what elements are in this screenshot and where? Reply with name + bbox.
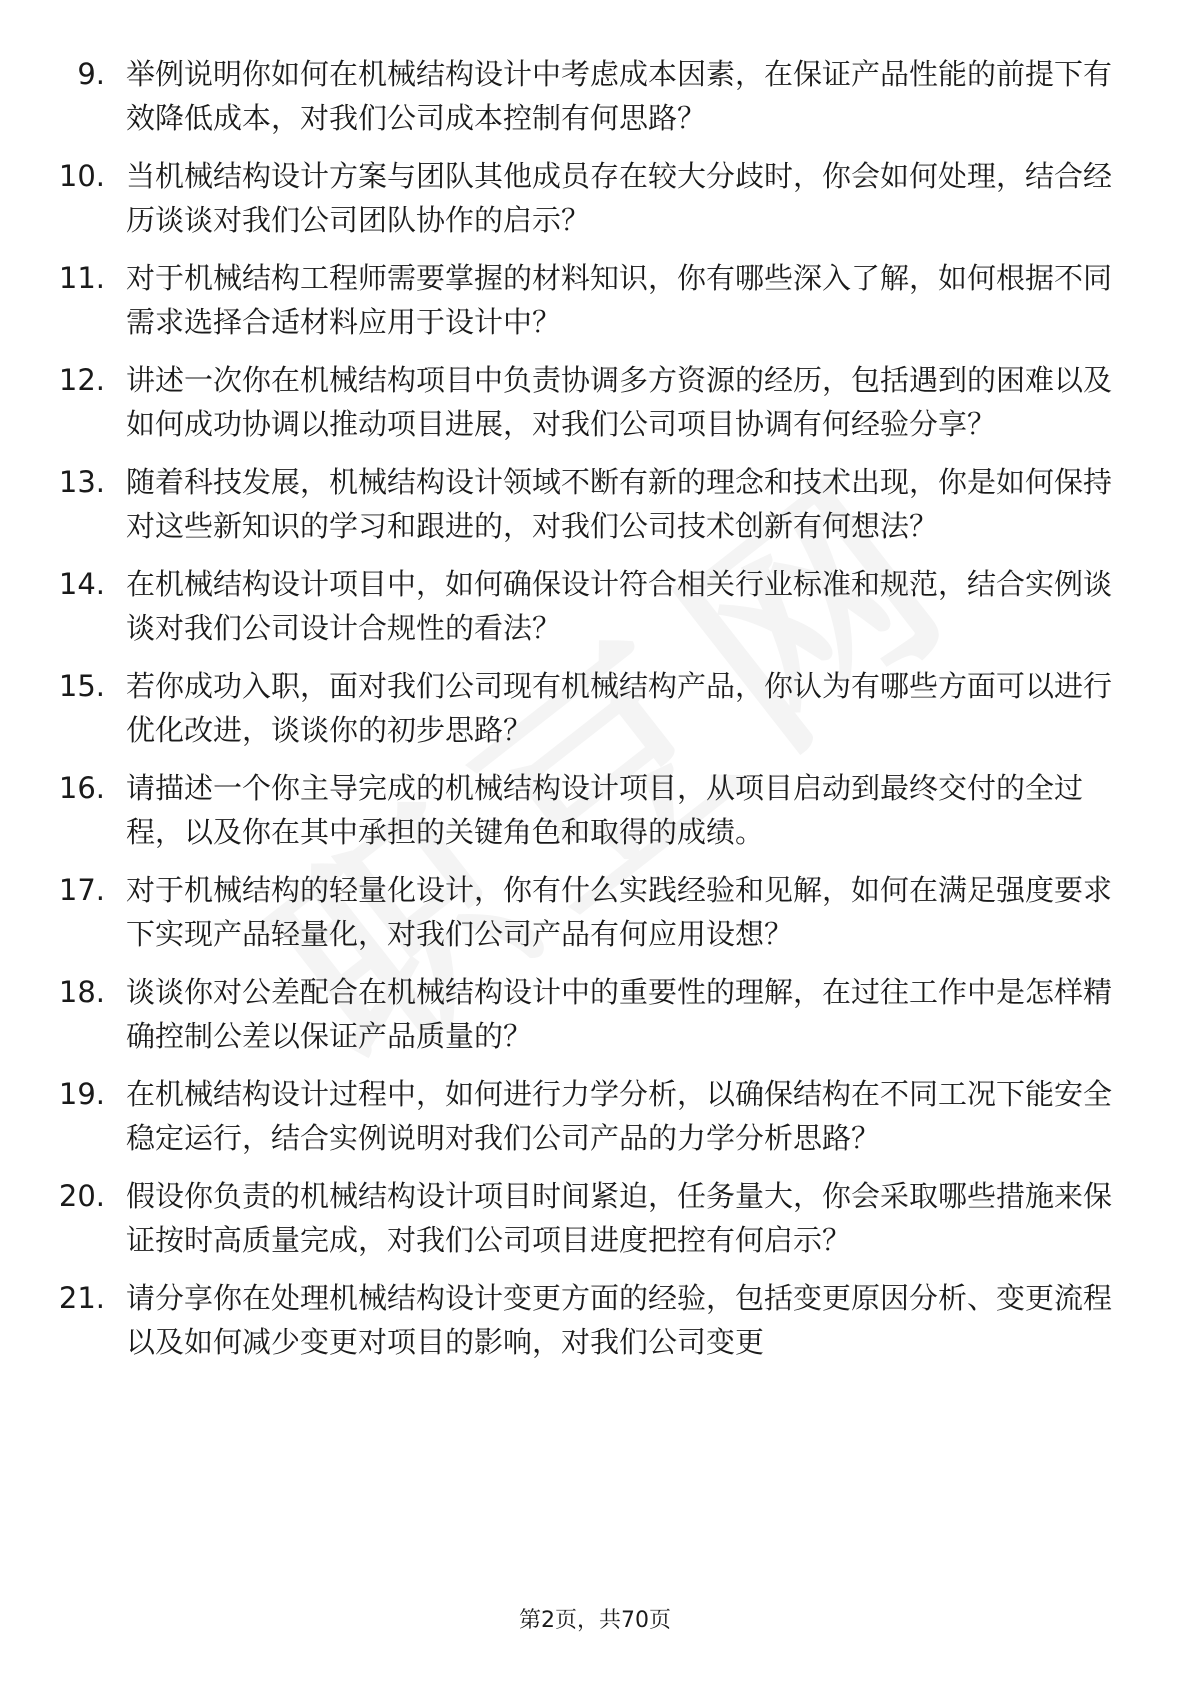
question-item — [0, 664, 1190, 752]
question-number: 11. — [58, 261, 105, 295]
question-number: 12. — [58, 363, 105, 397]
question-text: 假设你负责的机械结构设计项目时间紧迫，任务量大，你会采取哪些措施来保证按时高质量完成，对我们公司项目进度把控有何启示？ — [126, 1179, 1113, 1257]
question-text: 请描述一个你主导完成的机械结构设计项目，从项目启动到最终交付的全过程，以及你在其中承担的关键角色和取得的成绩。 — [126, 771, 1084, 849]
question-list — [0, 52, 1190, 1378]
question-item — [0, 460, 1190, 548]
question-item — [0, 766, 1190, 854]
question-item — [0, 256, 1190, 344]
question-text: 在机械结构设计项目中，如何确保设计符合相关行业标准和规范，结合实例谈谈对我们公司设计合规性的看法？ — [126, 567, 1113, 645]
question-text: 当机械结构设计方案与团队其他成员存在较大分歧时，你会如何处理，结合经历谈谈对我们公司团队协作的启示？ — [126, 159, 1113, 237]
question-item — [0, 154, 1190, 242]
question-text: 讲述一次你在机械结构项目中负责协调多方资源的经历，包括遇到的困难以及如何成功协调以推动项目进展，对我们公司项目协调有何经验分享？ — [126, 363, 1113, 441]
question-item — [0, 1276, 1190, 1364]
question-item — [0, 1072, 1190, 1160]
question-number: 16. — [58, 771, 105, 805]
question-number: 20. — [58, 1179, 105, 1213]
page-footer: 第2页，共70页 — [519, 1608, 671, 1633]
question-item — [0, 562, 1190, 650]
question-item — [0, 358, 1190, 446]
question-text: 对于机械结构的轻量化设计，你有什么实践经验和见解，如何在满足强度要求下实现产品轻量化，对我们公司产品有何应用设想？ — [126, 873, 1113, 951]
question-number: 14. — [58, 567, 105, 601]
question-item — [0, 52, 1190, 140]
question-text: 在机械结构设计过程中，如何进行力学分析，以确保结构在不同工况下能安全稳定运行，结合实例说明对我们公司产品的力学分析思路？ — [126, 1077, 1113, 1155]
question-item — [0, 970, 1190, 1058]
question-number: 13. — [58, 465, 105, 499]
question-text: 随着科技发展，机械结构设计领域不断有新的理念和技术出现，你是如何保持对这些新知识的学习和跟进的，对我们公司技术创新有何想法？ — [126, 465, 1113, 543]
question-text: 若你成功入职，面对我们公司现有机械结构产品，你认为有哪些方面可以进行优化改进，谈谈你的初步思路？ — [126, 669, 1113, 747]
question-number: 9. — [77, 57, 105, 91]
question-number: 17. — [58, 873, 105, 907]
question-number: 21. — [58, 1281, 105, 1315]
question-number: 15. — [58, 669, 105, 703]
question-text: 举例说明你如何在机械结构设计中考虑成本因素，在保证产品性能的前提下有效降低成本，对我们公司成本控制有何思路？ — [126, 57, 1113, 135]
question-item — [0, 868, 1190, 956]
question-number: 10. — [58, 159, 105, 193]
question-number: 19. — [58, 1077, 105, 1111]
question-text: 对于机械结构工程师需要掌握的材料知识，你有哪些深入了解，如何根据不同需求选择合适材料应用于设计中？ — [126, 261, 1113, 339]
question-text: 请分享你在处理机械结构设计变更方面的经验，包括变更原因分析、变更流程以及如何减少变更对项目的影响，对我们公司变更 — [126, 1281, 1113, 1359]
question-text: 谈谈你对公差配合在机械结构设计中的重要性的理解，在过往工作中是怎样精确控制公差以保证产品质量的？ — [126, 975, 1113, 1053]
question-item — [0, 1174, 1190, 1262]
question-number: 18. — [58, 975, 105, 1009]
